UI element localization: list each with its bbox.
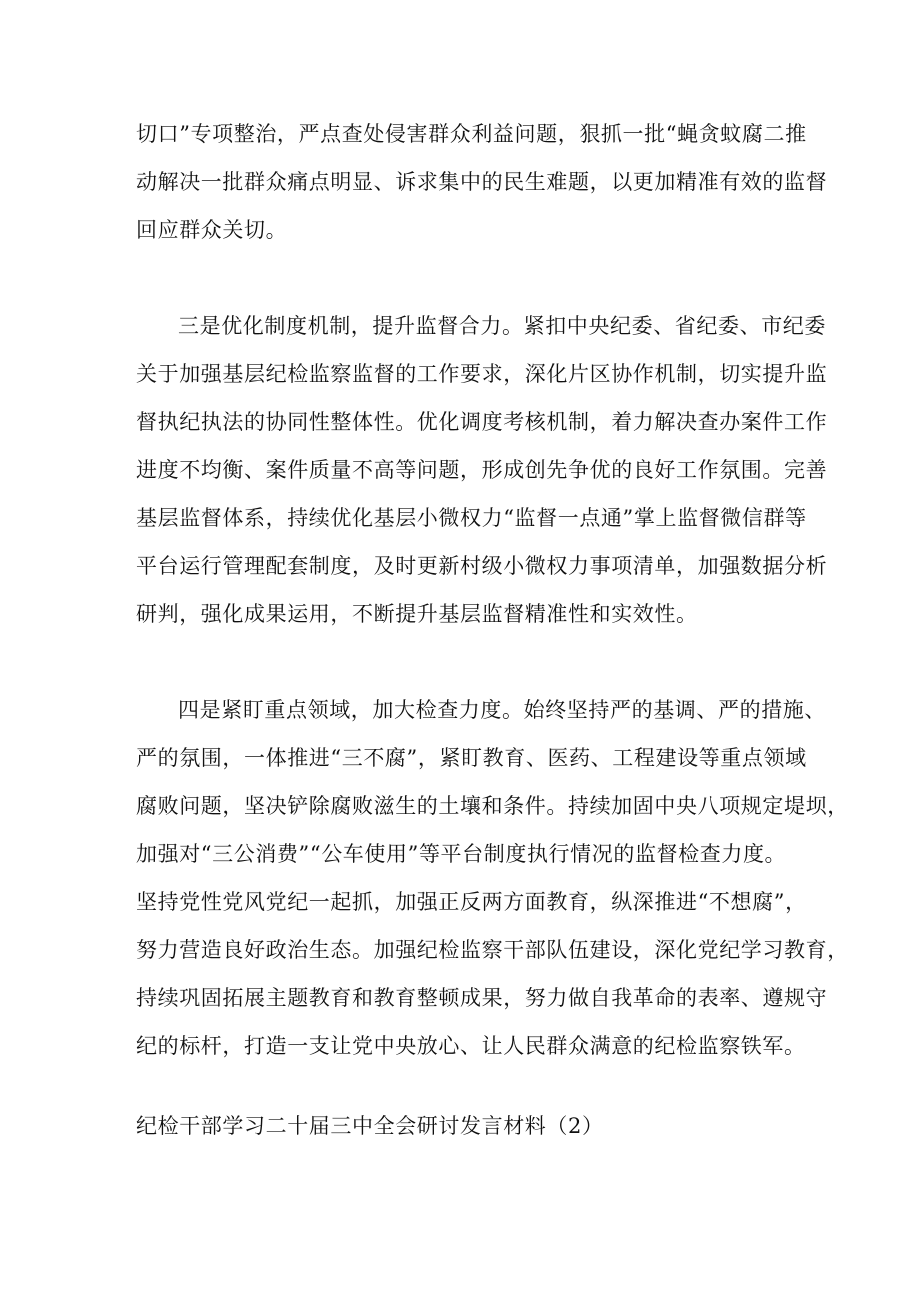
text-line: 督执纪执法的协同性整体性。优化调度考核机制，着力解决查办案件工作	[136, 410, 828, 434]
text-line: 加强对“三公消费”“公车使用”等平台制度执行情况的监督检查力度。	[136, 842, 787, 866]
text-line: 努力营造良好政治生态。加强纪检监察干部队伍建设，深化党纪学习教育，	[136, 938, 849, 962]
section-title: 纪检干部学习二十届三中全会研讨发言材料（2）	[136, 1114, 604, 1138]
text-line: 严的氛围，一体推进“三不腐”，紧盯教育、医药、工程建设等重点领域	[136, 746, 807, 770]
text-line: 切口”专项整治，严点查处侵害群众利益问题，狠抓一批“蝇贪蚊腐二推	[136, 122, 807, 146]
text-line: 腐败问题，坚决铲除腐败滋生的土壤和条件。持续加固中央八项规定堤坝，	[136, 794, 849, 818]
text-line: 坚持党性党风党纪一起抓，加强正反两方面教育，纵深推进“不想腐”，	[136, 890, 807, 914]
text-line: 回应群众关切。	[136, 218, 288, 242]
text-line: 进度不均衡、案件质量不高等问题，形成创先争优的良好工作氛围。完善	[136, 458, 828, 482]
text-line: 四是紧盯重点领域，加大检查力度。始终坚持严的基调、严的措施、	[178, 698, 826, 722]
text-line: 三是优化制度机制，提升监督合力。紧扣中央纪委、省纪委、市纪委	[178, 314, 826, 338]
text-line: 动解决一批群众痛点明显、诉求集中的民生难题，以更加精准有效的监督	[136, 170, 828, 194]
text-line: 平台运行管理配套制度，及时更新村级小微权力事项清单，加强数据分析	[136, 554, 828, 578]
text-line: 基层监督体系，持续优化基层小微权力“监督一点通”掌上监督微信群等	[136, 506, 807, 530]
text-line: 持续巩固拓展主题教育和教育整顿成果，努力做自我革命的表率、遵规守	[136, 986, 828, 1010]
text-line: 研判，强化成果运用，不断提升基层监督精准性和实效性。	[136, 602, 698, 626]
text-line: 纪的标杆，打造一支让党中央放心、让人民群众满意的纪检监察铁军。	[136, 1034, 806, 1058]
text-line: 关于加强基层纪检监察监督的工作要求，深化片区协作机制，切实提升监	[136, 362, 828, 386]
